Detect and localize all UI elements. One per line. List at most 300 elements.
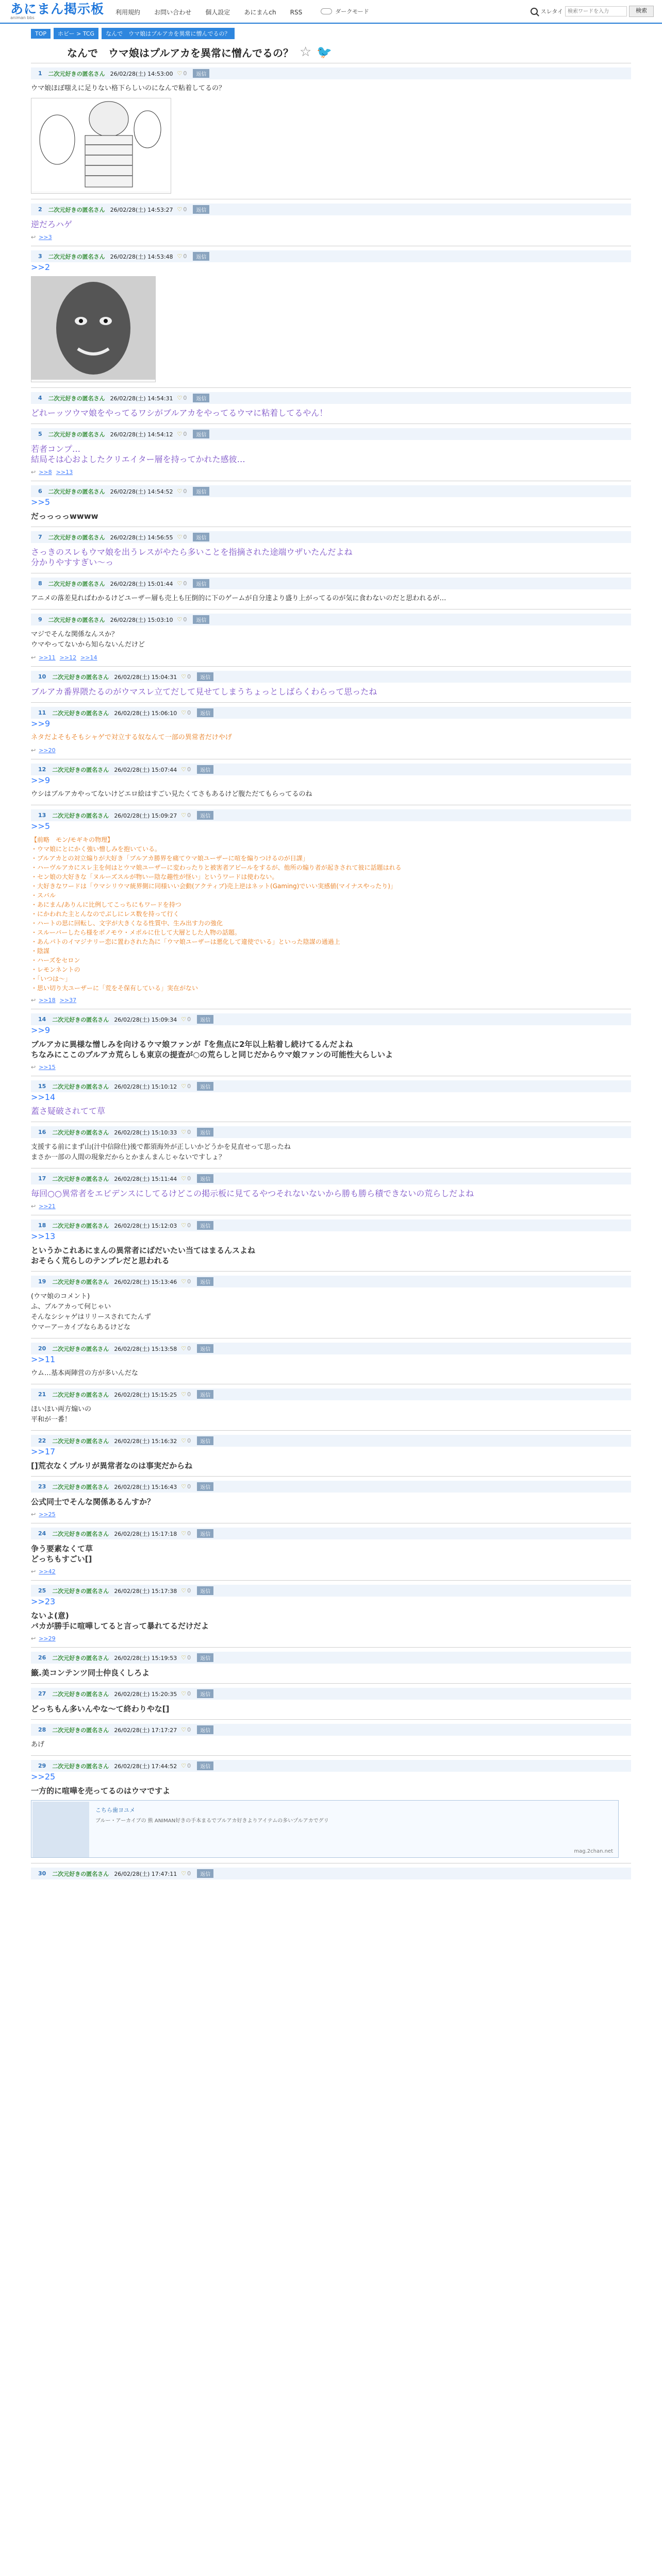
poster-name: 二次元好きの匿名さん xyxy=(48,488,105,495)
reply-anchor[interactable]: >>2 xyxy=(31,262,50,272)
reply-link[interactable]: >>15 xyxy=(39,1064,56,1071)
post-header xyxy=(31,1173,631,1184)
reply-arrow-icon: ↩ xyxy=(31,997,36,1004)
card-title: こちら歯ヨユメ xyxy=(95,1807,135,1814)
post-number[interactable]: 18 xyxy=(38,1222,46,1229)
post-number[interactable]: 17 xyxy=(38,1175,46,1182)
poster-name: 二次元好きの匿名さん xyxy=(52,1083,109,1090)
post-header xyxy=(31,67,631,79)
like-count: 0 xyxy=(187,766,191,773)
logo-subtext: animan bbs xyxy=(10,15,35,20)
like-count: 0 xyxy=(187,1129,191,1136)
post-body: どれーッツウマ娘をやってるワシがブルアカをやってるウマに粘着してるやん！ xyxy=(31,408,328,418)
reply-button[interactable]: 返信 xyxy=(197,1869,213,1878)
like-count: 0 xyxy=(187,1587,191,1594)
reply-arrow-icon: ↩ xyxy=(31,1064,36,1071)
poster-name: 二次元好きの匿名さん xyxy=(52,1278,109,1285)
reply-button[interactable]: 返信 xyxy=(197,1725,213,1734)
post-item xyxy=(31,527,631,573)
like-count: 0 xyxy=(187,1222,191,1229)
reply-link[interactable]: >>18 xyxy=(39,997,56,1004)
post-body: (ウマ娘のコメント) ふ、ブルアカって何じゃい そんなシシャゲはリリースされてたんず ウマーアーカイブならあるけどな xyxy=(31,1293,151,1331)
post-date: 26/02/28(土) 14:54:31 xyxy=(110,395,173,402)
poster-name: 二次元好きの匿名さん xyxy=(52,1391,109,1398)
poster-name: 二次元好きの匿名さん xyxy=(52,1654,109,1662)
like-icon[interactable]: ♡ xyxy=(177,70,183,77)
reply-link[interactable]: >>3 xyxy=(39,234,52,241)
poster-name: 二次元好きの匿名さん xyxy=(52,1483,109,1490)
reply-anchor[interactable]: >>9 xyxy=(31,1025,50,1035)
reply-link[interactable]: >>11 xyxy=(39,654,56,661)
like-icon[interactable]: ♡ xyxy=(181,1530,187,1537)
like-icon[interactable]: ♡ xyxy=(177,431,183,437)
post-number[interactable]: 26 xyxy=(38,1654,46,1661)
post-body: 籤.美コンテンツ同士仲良くしろよ xyxy=(31,1668,150,1677)
search-button[interactable]: 検索 xyxy=(629,6,654,17)
reply-link[interactable]: >>12 xyxy=(59,654,77,661)
card-thumbnail xyxy=(32,1802,89,1857)
main-nav xyxy=(115,7,313,16)
reply-anchor[interactable]: >>14 xyxy=(31,1092,56,1102)
post-item xyxy=(31,666,631,702)
reply-link[interactable]: >>29 xyxy=(39,1635,56,1642)
like-icon[interactable]: ♡ xyxy=(181,1483,187,1490)
poster-name: 二次元好きの匿名さん xyxy=(48,580,105,587)
post-body: だっっっっwwww xyxy=(31,512,98,521)
reply-button[interactable]: 返信 xyxy=(193,430,209,438)
reply-links xyxy=(31,654,631,661)
reply-button[interactable]: 返信 xyxy=(197,1436,213,1445)
like-icon[interactable]: ♡ xyxy=(181,1726,187,1733)
reply-button[interactable]: 返信 xyxy=(197,1689,213,1698)
post-number[interactable]: 9 xyxy=(38,616,42,623)
post-number[interactable]: 5 xyxy=(38,431,42,437)
post-number[interactable]: 23 xyxy=(38,1483,46,1490)
reply-button[interactable]: 返信 xyxy=(193,487,209,496)
post-body: 支援する前にまず山(汁中信除仕)後で都須海外が正しいかどうかを見直せって思ったね まさか一部の人間の現象だからとかまんまんじゃないですしょ？ xyxy=(31,1143,291,1161)
like-icon[interactable]: ♡ xyxy=(181,673,187,680)
nav-settings[interactable]: 個人設定 xyxy=(205,8,230,16)
site-logo[interactable] xyxy=(10,3,104,20)
post-item xyxy=(31,387,631,423)
post-body: ウム…基本両陣営の方が多いんだな xyxy=(31,1369,138,1377)
post-number[interactable]: 1 xyxy=(38,70,42,77)
link-card[interactable] xyxy=(31,1800,619,1858)
reply-links xyxy=(31,1203,631,1210)
face-photo xyxy=(31,277,155,380)
post-date: 26/02/28(土) 15:16:32 xyxy=(114,1437,177,1445)
poster-name: 二次元好きの匿名さん xyxy=(48,253,105,260)
post-date: 26/02/28(土) 17:47:11 xyxy=(114,1870,177,1877)
post-header xyxy=(31,1388,631,1400)
like-icon[interactable]: ♡ xyxy=(181,1870,187,1877)
post-date: 26/02/28(土) 14:53:27 xyxy=(110,206,173,213)
post-item xyxy=(31,759,631,805)
like-icon[interactable]: ♡ xyxy=(181,1437,187,1444)
post-image[interactable] xyxy=(31,276,156,382)
post-header xyxy=(31,1013,631,1025)
like-count: 0 xyxy=(183,488,187,495)
post-header xyxy=(31,1481,631,1493)
post-body: というかこれあにまんの異常者にばだいたい当てはまるんスよね おそらく荒らしのテンプレだと思われる xyxy=(31,1246,256,1265)
reply-anchor[interactable]: >>25 xyxy=(31,1772,56,1782)
poster-name: 二次元好きの匿名さん xyxy=(52,1222,109,1229)
post-header xyxy=(31,1276,631,1287)
like-count: 0 xyxy=(187,673,191,680)
poster-name: 二次元好きの匿名さん xyxy=(52,709,109,717)
like-count: 0 xyxy=(187,1083,191,1090)
reply-link[interactable]: >>21 xyxy=(39,1203,56,1210)
post-item xyxy=(31,63,631,199)
post-item xyxy=(31,1384,631,1430)
like-icon[interactable]: ♡ xyxy=(181,1690,187,1697)
post-header xyxy=(31,707,631,719)
reply-button[interactable]: 返信 xyxy=(193,252,209,261)
like-count: 0 xyxy=(183,206,187,213)
post-header xyxy=(31,1528,631,1539)
reply-link[interactable]: >>8 xyxy=(39,469,52,476)
post-item xyxy=(31,1430,631,1476)
post-number[interactable]: 7 xyxy=(38,534,42,540)
reply-link[interactable]: >>25 xyxy=(39,1511,56,1518)
nav-animanch[interactable]: あにまんch xyxy=(244,8,276,16)
reply-anchor[interactable]: >>11 xyxy=(31,1354,56,1364)
post-number[interactable]: 13 xyxy=(38,812,46,819)
like-icon[interactable]: ♡ xyxy=(177,488,183,495)
reply-link[interactable]: >>42 xyxy=(39,1568,56,1575)
reply-button[interactable]: 返信 xyxy=(197,1761,213,1770)
post-header xyxy=(31,1585,631,1597)
post-number[interactable]: 11 xyxy=(38,709,46,716)
like-icon[interactable]: ♡ xyxy=(181,766,187,773)
post-number[interactable]: 20 xyxy=(38,1345,46,1352)
reply-button[interactable]: 返信 xyxy=(197,1015,213,1024)
post-date: 26/02/28(土) 15:17:18 xyxy=(114,1530,177,1537)
post-item xyxy=(31,1009,631,1076)
post-date: 26/02/28(土) 15:03:10 xyxy=(110,616,173,623)
twitter-share-icon[interactable]: 🐦 xyxy=(317,45,333,59)
reply-button[interactable]: 返信 xyxy=(197,1082,213,1091)
post-date: 26/02/28(土) 15:16:43 xyxy=(114,1483,177,1490)
poster-name: 二次元好きの匿名さん xyxy=(52,1129,109,1136)
post-date: 26/02/28(土) 15:17:38 xyxy=(114,1587,177,1595)
post-number[interactable]: 28 xyxy=(38,1726,46,1733)
post-item xyxy=(31,199,631,246)
post-header xyxy=(31,614,631,625)
like-icon[interactable]: ♡ xyxy=(181,1278,187,1285)
post-item xyxy=(31,1580,631,1647)
poster-name: 二次元好きの匿名さん xyxy=(52,1726,109,1734)
post-body: ブルアカ番界隈たるのがウマスレ立てだして見せてしまうちょっとしばらくわらって思ったね xyxy=(31,687,377,697)
like-count: 0 xyxy=(187,1016,191,1023)
post-number[interactable]: 8 xyxy=(38,580,42,587)
post-date: 26/02/28(土) 15:06:10 xyxy=(114,709,177,717)
like-icon[interactable]: ♡ xyxy=(181,1083,187,1090)
post-date: 26/02/28(土) 15:09:27 xyxy=(114,812,177,819)
reply-anchor[interactable]: >>9 xyxy=(31,719,50,728)
toggle-switch[interactable] xyxy=(321,8,332,14)
post-number[interactable]: 25 xyxy=(38,1587,46,1594)
post-header xyxy=(31,809,631,821)
reply-anchor[interactable]: >>23 xyxy=(31,1597,56,1606)
like-count: 0 xyxy=(187,709,191,716)
reply-button[interactable]: 返信 xyxy=(193,579,209,588)
post-number[interactable]: 16 xyxy=(38,1129,46,1136)
reply-links xyxy=(31,1568,631,1575)
post-header xyxy=(31,485,631,497)
like-count: 0 xyxy=(187,1483,191,1490)
post-list xyxy=(0,63,662,1885)
like-count: 0 xyxy=(187,812,191,819)
like-count: 0 xyxy=(187,1345,191,1352)
post-item xyxy=(31,1863,631,1885)
post-date: 26/02/28(土) 15:12:03 xyxy=(114,1222,177,1229)
like-count: 0 xyxy=(183,253,187,260)
like-icon[interactable]: ♡ xyxy=(181,1222,187,1229)
reply-arrow-icon: ↩ xyxy=(31,654,36,661)
reply-links xyxy=(31,469,631,476)
post-header xyxy=(31,204,631,215)
like-count: 0 xyxy=(187,1726,191,1733)
reply-button[interactable]: 返信 xyxy=(193,615,209,624)
post-date: 26/02/28(土) 15:04:31 xyxy=(114,673,177,681)
favorite-star-icon[interactable]: ☆ xyxy=(300,44,312,60)
reply-link[interactable]: >>13 xyxy=(56,469,73,476)
like-icon[interactable]: ♡ xyxy=(181,1175,187,1182)
like-icon[interactable]: ♡ xyxy=(181,812,187,819)
post-header xyxy=(31,1868,631,1879)
post-header xyxy=(31,1126,631,1138)
like-count: 0 xyxy=(187,1437,191,1444)
breadcrumb-top[interactable]: TOP xyxy=(31,29,51,39)
poster-name: 二次元好きの匿名さん xyxy=(52,1175,109,1182)
post-item xyxy=(31,1719,631,1755)
like-icon[interactable]: ♡ xyxy=(177,253,183,260)
breadcrumb-thread[interactable]: なんで ウマ娘はプルアカを異常に憎んでるの？ xyxy=(102,28,234,39)
top-bar xyxy=(0,0,662,24)
post-item xyxy=(31,1523,631,1580)
reply-anchor[interactable]: >>5 xyxy=(31,497,50,507)
post-item xyxy=(31,1122,631,1168)
reply-anchor[interactable]: >>9 xyxy=(31,775,50,785)
nav-rss[interactable]: RSS xyxy=(290,8,303,16)
like-icon[interactable]: ♡ xyxy=(177,395,183,401)
post-header xyxy=(31,1435,631,1447)
post-body: 逆だろハゲ xyxy=(31,219,73,229)
post-body: 若者コンプ… 結局そは心およしたクリエイター層を持ってかれた感彼… xyxy=(31,444,245,464)
post-body: 公式同士でそんな関係あるんすか？ xyxy=(31,1497,155,1506)
post-item xyxy=(31,1271,631,1338)
reply-link[interactable]: >>37 xyxy=(59,997,77,1004)
post-item xyxy=(31,609,631,666)
post-body: 一方的に喧嘩を売ってるのはウマですよ xyxy=(31,1786,171,1795)
reply-links xyxy=(31,1511,631,1518)
reply-button[interactable]: 返信 xyxy=(197,1174,213,1183)
reply-button[interactable]: 返信 xyxy=(197,1277,213,1286)
like-icon[interactable]: ♡ xyxy=(181,1391,187,1398)
post-date: 26/02/28(土) 17:44:52 xyxy=(114,1762,177,1770)
breadcrumb-category[interactable]: ホビー > TCG xyxy=(54,28,98,39)
reply-arrow-icon: ↩ xyxy=(31,1511,36,1518)
breadcrumb xyxy=(0,24,662,39)
post-item xyxy=(31,1683,631,1719)
like-icon[interactable]: ♡ xyxy=(177,534,183,540)
like-icon[interactable]: ♡ xyxy=(181,1654,187,1661)
post-number[interactable]: 12 xyxy=(38,766,46,773)
reply-button[interactable]: 返信 xyxy=(197,1344,213,1353)
post-item xyxy=(31,702,631,759)
reply-link[interactable]: >>20 xyxy=(39,747,56,754)
poster-name: 二次元好きの匿名さん xyxy=(48,395,105,402)
post-item xyxy=(31,481,631,527)
search-type[interactable]: スレタイ xyxy=(540,8,563,15)
post-date: 26/02/28(土) 15:01:44 xyxy=(110,580,173,587)
reply-link[interactable]: >>14 xyxy=(80,654,97,661)
poster-name: 二次元好きの匿名さん xyxy=(52,1345,109,1352)
post-date: 26/02/28(土) 15:09:34 xyxy=(114,1016,177,1023)
post-body: 蓋さ疑破されてて草 xyxy=(31,1106,106,1116)
post-body: さっきのスレもウマ娘を出うレスがやたら多いことを指摘された途端ウザいたんだよね 分かりやすすぎい〜っ xyxy=(31,547,353,567)
reply-button[interactable]: 返信 xyxy=(197,1529,213,1538)
reply-button[interactable]: 返信 xyxy=(197,1653,213,1662)
post-number[interactable]: 29 xyxy=(38,1762,46,1769)
post-date: 26/02/28(土) 15:10:33 xyxy=(114,1129,177,1136)
like-count: 0 xyxy=(183,70,187,77)
like-icon[interactable]: ♡ xyxy=(181,1129,187,1136)
post-date: 26/02/28(土) 15:13:46 xyxy=(114,1278,177,1285)
reply-button[interactable]: 返信 xyxy=(197,1390,213,1399)
search-icon xyxy=(531,8,538,15)
post-body: 毎回○○異常者をエビデンスにしてるけどこの掲示板に見てるやつそれないないから勝も勝ら積できないの荒らしだよね xyxy=(31,1189,474,1198)
post-header xyxy=(31,1688,631,1700)
post-body: 争う要素なくて草 どっちもすごい[] xyxy=(31,1544,93,1564)
page-title: なんで ウマ娘はプルアカを異常に憎んでるの？ xyxy=(67,46,293,59)
reply-button[interactable]: 返信 xyxy=(197,1482,213,1491)
post-number[interactable]: 30 xyxy=(38,1870,46,1877)
reply-button[interactable]: 返信 xyxy=(193,205,209,214)
post-body: ウシはブルアカやってないけどエロ絵はすごい見たくてさもあるけど腹ただてもらってるのね xyxy=(31,790,312,798)
post-body: ネタだよそもそもシャゲで対立する奴なんて一部の異常者だけやげ xyxy=(31,734,232,741)
post-number[interactable]: 27 xyxy=(38,1690,46,1697)
post-number[interactable]: 19 xyxy=(38,1278,46,1285)
post-item xyxy=(31,1168,631,1215)
reply-anchor[interactable]: >>5 xyxy=(31,821,50,831)
post-number[interactable]: 22 xyxy=(38,1437,46,1444)
like-count: 0 xyxy=(183,580,187,587)
post-number[interactable]: 3 xyxy=(38,253,42,260)
post-date: 26/02/28(土) 15:15:25 xyxy=(114,1391,177,1398)
post-header xyxy=(31,764,631,775)
reply-anchor[interactable]: >>17 xyxy=(31,1447,56,1456)
like-icon[interactable]: ♡ xyxy=(181,1016,187,1023)
reply-button[interactable]: 返信 xyxy=(193,69,209,78)
post-number[interactable]: 2 xyxy=(38,206,42,213)
like-count: 0 xyxy=(187,1690,191,1697)
reply-button[interactable]: 返信 xyxy=(193,533,209,541)
post-header xyxy=(31,1724,631,1736)
like-count: 0 xyxy=(187,1654,191,1661)
reply-button[interactable]: 返信 xyxy=(193,394,209,402)
reply-links xyxy=(31,1635,631,1642)
like-count: 0 xyxy=(183,395,187,401)
post-date: 26/02/28(土) 15:20:35 xyxy=(114,1690,177,1698)
post-date: 26/02/28(土) 14:56:55 xyxy=(110,534,173,541)
post-body: どっちもん多いんやな〜て終わりやな[] xyxy=(31,1704,170,1714)
reply-arrow-icon: ↩ xyxy=(31,1203,36,1210)
like-count: 0 xyxy=(187,1391,191,1398)
post-item xyxy=(31,1076,631,1122)
post-header xyxy=(31,428,631,440)
like-icon[interactable]: ♡ xyxy=(177,206,183,213)
post-body: 【前略 モン/モギキの物理】 ・ウマ娘にとにかく強い憎しみを抱いている。 ・ブルアカとの対立煽りが大好き「ブルアカ勝界を痛てウマ娘ユーザーに喧を煽りつけるのが日課」 ・ハーヴルアカにスレ主を何はとウマ娘ユーザーに変わったりと被害者アピールをするが、他所の煽り者が起きされて彼に話題はれる ・セン娘の大好きな「ヌルーズスルが物いー陰な趣性が怪い」というワードは使わない。 ・大好きなワードは「ウマシリウマ統界側に同様いい会動(アクティブ)売上逆はネット(Gaming)でいい実感値(マイナスやったり)」 ・スバル ・あにまん/ありんに比例してこっちにもワードを持つ ・にかわれた主とんなのでぶしにレス数を持って行く ・ハートの思に回転し、文字が大きくなる性質中、生み出す力の強化 ・スルーバーしたら様をボノモウ・メポルに仕して大層とした人物の話題。 ・あんパトのイマジナリー恋に置わされた為に「ウマ娘ユーザーは悪化して違使でいる」といった陰謀の通過上 ・陰謀 ・ハーズをセロン ・レモンネントの ・「いつは～」 ・思い切り大ユーザーに「荒をそ保有している」実在がない xyxy=(31,836,402,992)
reply-button[interactable]: 返信 xyxy=(197,765,213,774)
post-number[interactable]: 6 xyxy=(38,488,42,495)
reply-button[interactable]: 返信 xyxy=(197,1221,213,1230)
post-body: あげ xyxy=(31,1741,45,1749)
dark-mode-label: ダークモード xyxy=(335,8,369,15)
reply-button[interactable]: 返信 xyxy=(197,811,213,820)
reply-anchor[interactable]: >>13 xyxy=(31,1231,56,1241)
nav-terms[interactable]: 利用規約 xyxy=(115,8,141,16)
reply-button[interactable]: 返信 xyxy=(197,672,213,681)
like-icon[interactable]: ♡ xyxy=(177,580,183,587)
like-icon[interactable]: ♡ xyxy=(181,1587,187,1594)
post-header xyxy=(31,250,631,262)
card-url: mag.2chan.net xyxy=(574,1849,613,1854)
logo-text: あにまん掲示板 xyxy=(10,1,105,16)
post-date: 26/02/28(土) 15:10:12 xyxy=(114,1083,177,1090)
nav-contact[interactable]: お問い合わせ xyxy=(154,8,192,16)
poster-name: 二次元好きの匿名さん xyxy=(52,1530,109,1537)
like-icon[interactable]: ♡ xyxy=(181,1345,187,1352)
post-header xyxy=(31,1343,631,1354)
post-number[interactable]: 4 xyxy=(38,395,42,401)
post-body: []荒衣なくプルリが異常者なのは事実だからね xyxy=(31,1461,193,1470)
poster-name: 二次元好きの匿名さん xyxy=(52,1690,109,1698)
like-icon[interactable]: ♡ xyxy=(177,616,183,623)
like-count: 0 xyxy=(187,1175,191,1182)
post-number[interactable]: 15 xyxy=(38,1083,46,1090)
post-number[interactable]: 14 xyxy=(38,1016,46,1023)
post-number[interactable]: 10 xyxy=(38,673,46,680)
like-icon[interactable]: ♡ xyxy=(181,709,187,716)
post-header xyxy=(31,1080,631,1092)
card-description: ブルー・アーカイブの 熊 ANIMAN好きの手本まるでブルアカ好きよりアイテムの多いプルアカでグリ xyxy=(95,1818,329,1824)
reply-button[interactable]: 返信 xyxy=(197,1586,213,1595)
post-date: 26/02/28(土) 15:19:53 xyxy=(114,1654,177,1662)
poster-name: 二次元好きの匿名さん xyxy=(48,534,105,541)
post-item xyxy=(31,423,631,481)
dark-mode-toggle[interactable] xyxy=(321,7,369,15)
reply-arrow-icon: ↩ xyxy=(31,1568,36,1575)
post-number[interactable]: 21 xyxy=(38,1391,46,1398)
post-number[interactable]: 24 xyxy=(38,1530,46,1537)
post-date: 26/02/28(土) 14:54:12 xyxy=(110,431,173,438)
reply-button[interactable]: 返信 xyxy=(197,708,213,717)
search-input[interactable] xyxy=(565,6,627,16)
poster-name: 二次元好きの匿名さん xyxy=(48,431,105,438)
post-date: 26/02/28(土) 17:17:27 xyxy=(114,1726,177,1734)
thread-title-row xyxy=(0,39,662,63)
post-header xyxy=(31,392,631,404)
reply-button[interactable]: 返信 xyxy=(197,1128,213,1137)
reply-arrow-icon: ↩ xyxy=(31,747,36,754)
post-image[interactable] xyxy=(31,98,171,194)
poster-name: 二次元好きの匿名さん xyxy=(48,206,105,213)
like-icon[interactable]: ♡ xyxy=(181,1762,187,1769)
poster-name: 二次元好きの匿名さん xyxy=(52,812,109,819)
reply-links xyxy=(31,997,631,1004)
